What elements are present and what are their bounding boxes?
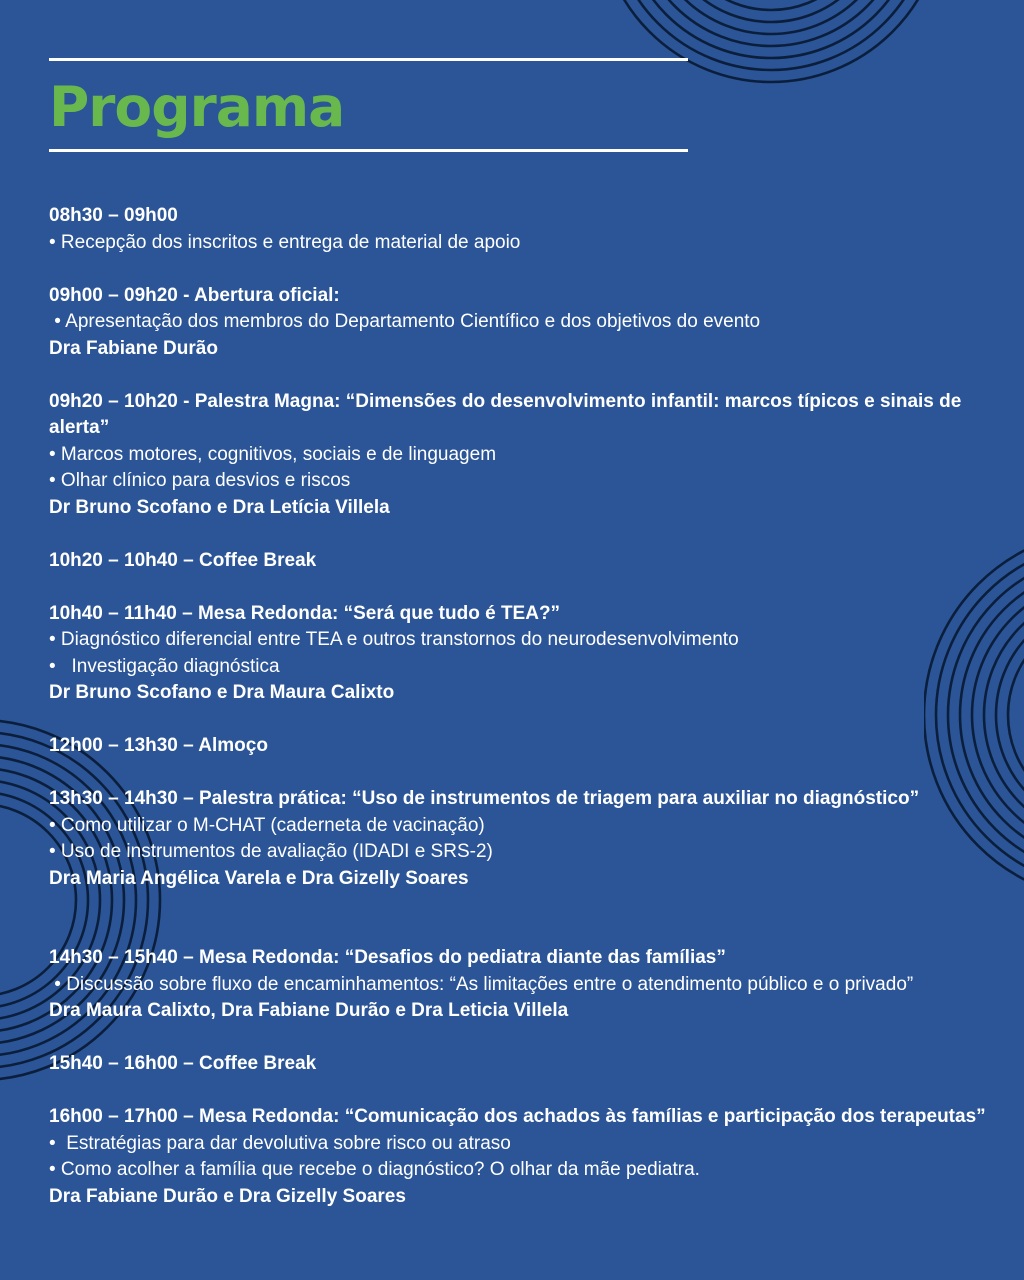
session-bullet: • Como utilizar o M-CHAT (caderneta de vacinação): [49, 814, 485, 836]
session-speakers: Dra Maria Angélica Varela e Dra Gizelly Soares: [49, 867, 469, 889]
session-bullet: • Investigação diagnóstica: [49, 655, 280, 677]
session-speakers: Dra Maura Calixto, Dra Fabiane Durão e Dra Leticia Villela: [49, 1000, 569, 1021]
session-heading: 12h00 – 13h30 – Almoço: [49, 735, 268, 756]
session-heading: 08h30 – 09h00: [49, 205, 178, 226]
schedule-session: [49, 786, 1009, 892]
schedule-session: [49, 548, 1009, 575]
session-speakers: Dr Bruno Scofano e Dra Letícia Villela: [49, 496, 390, 518]
schedule-session: [49, 945, 1009, 1025]
session-bullet: • Discussão sobre fluxo de encaminhamentos: “As limitações entre o atendimento público e o privado”: [49, 973, 914, 995]
schedule-session: [49, 733, 1009, 760]
page-title: Programa: [49, 75, 345, 139]
session-bullet: • Marcos motores, cognitivos, sociais e de linguagem: [49, 443, 497, 465]
session-bullet: • Olhar clínico para desvios e riscos: [49, 470, 351, 491]
session-speakers: Dr Bruno Scofano e Dra Maura Calixto: [49, 682, 395, 703]
program-schedule: [49, 203, 1009, 1210]
session-heading: 13h30 – 14h30 – Palestra prática: “Uso de instrumentos de triagem para auxiliar no diagnóstico”: [49, 788, 920, 809]
schedule-session: [49, 389, 1009, 522]
session-bullet: • Recepção dos inscritos e entrega de material de apoio: [49, 231, 521, 253]
session-bullet: • Uso de instrumentos de avaliação (IDADI e SRS-2): [49, 841, 493, 862]
session-heading: 10h20 – 10h40 – Coffee Break: [49, 549, 317, 571]
schedule-session: [49, 1104, 1009, 1210]
session-speakers: Dra Fabiane Durão: [49, 337, 218, 359]
schedule-session: [49, 1051, 1009, 1078]
schedule-session: [49, 283, 1009, 363]
session-heading: 09h20 – 10h20 - Palestra Magna: “Dimensões do desenvolvimento infantil: marcos típicos e sinais de alerta”: [49, 390, 962, 438]
session-bullet: • Diagnóstico diferencial entre TEA e outros transtornos do neurodesenvolvimento: [49, 629, 739, 650]
session-bullet: • Apresentação dos membros do Departamento Científico e dos objetivos do evento: [49, 311, 761, 332]
session-bullet: • Como acolher a família que recebe o diagnóstico? O olhar da mãe pediatra.: [49, 1159, 700, 1180]
session-speakers: Dra Fabiane Durão e Dra Gizelly Soares: [49, 1185, 406, 1207]
session-heading: 14h30 – 15h40 – Mesa Redonda: “Desafios do pediatra diante das famílias”: [49, 947, 726, 968]
session-heading: 10h40 – 11h40 – Mesa Redonda: “Será que tudo é TEA?”: [49, 602, 561, 624]
session-heading: 16h00 – 17h00 – Mesa Redonda: “Comunicação dos achados às famílias e participação dos terapeutas”: [49, 1106, 986, 1127]
session-heading: 15h40 – 16h00 – Coffee Break: [49, 1053, 317, 1074]
schedule-session: [49, 203, 1009, 256]
title-top-divider: [49, 58, 688, 61]
schedule-session: [49, 601, 1009, 707]
title-bottom-divider: [49, 149, 688, 152]
session-heading: 09h00 – 09h20 - Abertura oficial:: [49, 284, 340, 306]
session-bullet: • Estratégias para dar devolutiva sobre risco ou atraso: [49, 1132, 511, 1154]
